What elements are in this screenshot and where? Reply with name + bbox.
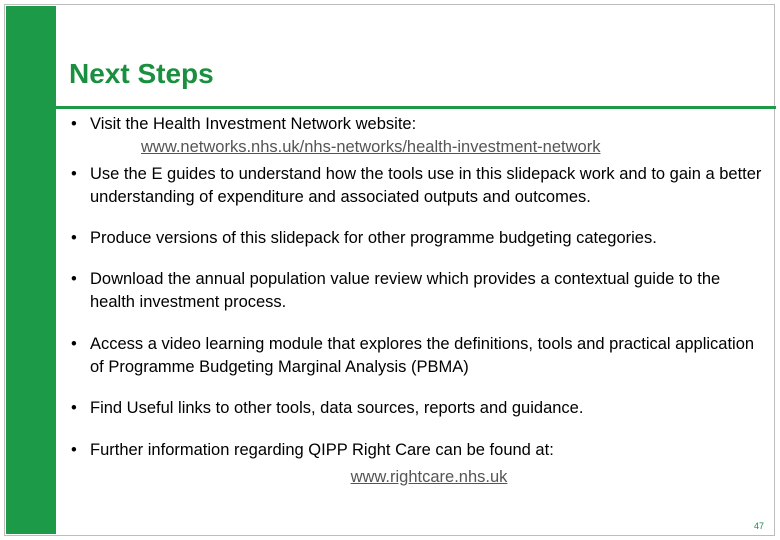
page-number: 47 [753, 521, 764, 531]
bullet-icon: • [71, 270, 77, 288]
list-item [68, 227, 768, 250]
list-item-text: Use the E guides to understand how the tools use in this slidepack work and to gain a better understanding of expenditure and associated outputs and outcomes. [90, 165, 762, 206]
title-divider [56, 106, 776, 109]
list-item-text: Download the annual population value review which provides a contextual guide to the health investment process. [90, 270, 721, 311]
rightcare-link[interactable]: www.rightcare.nhs.uk [350, 468, 508, 486]
bullet-list [68, 113, 768, 489]
side-accent-bar [6, 6, 56, 534]
list-item [68, 268, 768, 314]
list-item [68, 163, 768, 209]
list-item-text: Find Useful links to other tools, data sources, reports and guidance. [90, 399, 584, 417]
page-title: Next Steps [69, 58, 214, 89]
bullet-icon: • [71, 441, 77, 459]
list-item-text: Produce versions of this slidepack for other programme budgeting categories. [90, 229, 657, 247]
list-item [68, 397, 768, 420]
bullet-icon: • [71, 115, 77, 133]
list-item [68, 333, 768, 379]
bullet-icon: • [71, 229, 77, 247]
list-item [68, 113, 768, 159]
list-item-text: Visit the Health Investment Network website: [90, 115, 417, 133]
bullet-icon: • [71, 165, 77, 183]
list-item [68, 439, 768, 489]
bullet-icon: • [71, 335, 77, 353]
health-investment-network-link[interactable]: www.networks.nhs.uk/nhs-networks/health-investment-network [141, 138, 601, 156]
bullet-icon: • [71, 399, 77, 417]
list-item-text: Further information regarding QIPP Right Care can be found at: [90, 441, 554, 459]
list-item-text: Access a video learning module that explores the definitions, tools and practical application of Programme Budgeting Marginal Analysis (PBMA) [90, 335, 755, 376]
